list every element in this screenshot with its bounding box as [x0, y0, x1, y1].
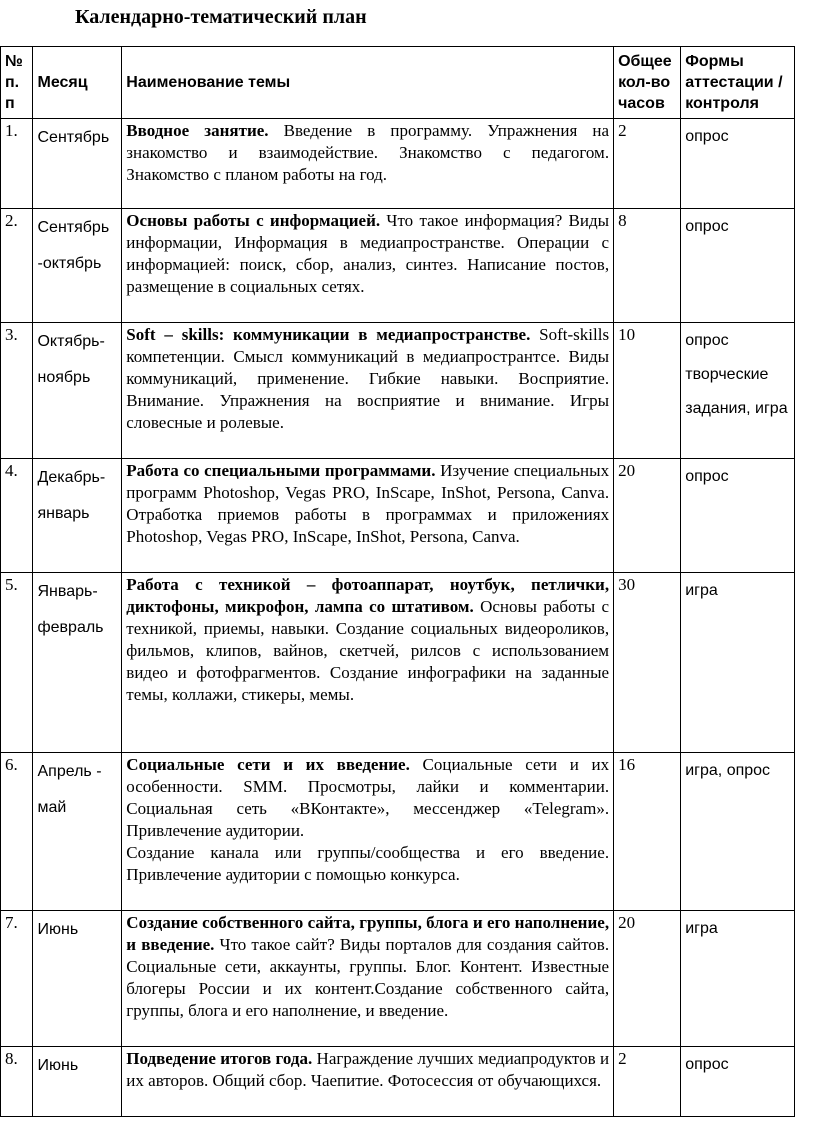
- topic-extra-text: Создание канала или группы/сообщества и его введение. Привлечение аудитории с помощью конкурса.: [126, 843, 610, 884]
- thematic-plan-table: [0, 46, 795, 1117]
- topic-title: Создание собственного сайта, группы, блога и его наполнение, и введение.: [126, 913, 610, 954]
- topic-text: Что такое сайт? Виды порталов для создания сайтов. Социальные сети, аккаунты, группы. Блог. Контент. Известные блогеры России и их контент.Создание собственного сайта, группы, блога и его наполнение, и введение.: [126, 935, 610, 1020]
- header-month: Месяц: [33, 47, 122, 119]
- row-number: 5.: [1, 573, 33, 753]
- row-month: Апрель - май: [33, 753, 122, 911]
- row-month: Сентябрь -октябрь: [33, 209, 122, 323]
- row-forms: игра: [681, 573, 795, 753]
- row-hours: 2: [614, 1047, 681, 1117]
- row-topic: [122, 323, 614, 459]
- table-header-row: [1, 47, 795, 119]
- row-hours: 20: [614, 911, 681, 1047]
- topic-text: Социальные сети и их особенности. SMM. Просмотры, лайки и комментарии. Социальная сеть «ВКонтакте», мессенджер «Telegram». Привлечение аудитории.: [126, 755, 610, 840]
- table-row: [1, 1047, 795, 1117]
- topic-text: Награждение лучших медиапродуктов и их авторов. Общий сбор. Чаепитие. Фотосессия от обучающихся.: [126, 1049, 610, 1090]
- table-row: [1, 753, 795, 911]
- row-hours: 20: [614, 459, 681, 573]
- topic-title: Soft – skills: коммуникации в медиапространстве.: [126, 325, 531, 344]
- row-number: 4.: [1, 459, 33, 573]
- header-forms: Формы аттестации / контроля: [681, 47, 795, 119]
- row-forms: игра, опрос: [681, 753, 795, 911]
- row-month: Октябрь- ноябрь: [33, 323, 122, 459]
- row-number: 6.: [1, 753, 33, 911]
- table-row: [1, 459, 795, 573]
- row-hours: 10: [614, 323, 681, 459]
- row-hours: 2: [614, 119, 681, 209]
- topic-text: Что такое информация? Виды информации, Информация в медиапространстве. Операции с информацией: поиск, сбор, анализ, синтез. Написание постов, размещение в социальных сетях.: [126, 211, 610, 296]
- row-topic: [122, 1047, 614, 1117]
- topic-text: Изучение специальных программ Photoshop, Vegas PRO, InScape, InShot, Persona, Canva. Отработка приемов работы в программах и приложениях Photoshop, Vegas PRO, InScape, InShot, Persona, Canva.: [126, 461, 610, 546]
- topic-text: Основы работы с техникой, приемы, навыки. Создание социальных видеороликов, фильмов, клипов, вайнов, скетчей, рилсов с использованием видео и фотофрагментов. Создание инфографики на заданные темы, коллажи, стикеры, мемы.: [126, 597, 610, 704]
- topic-title: Подведение итогов года.: [126, 1049, 313, 1068]
- topic-title: Работа со специальными программами.: [126, 461, 436, 480]
- row-month: Декабрь- январь: [33, 459, 122, 573]
- row-hours: 30: [614, 573, 681, 753]
- row-month: Июнь: [33, 1047, 122, 1117]
- row-number: 2.: [1, 209, 33, 323]
- row-forms: опрос: [681, 459, 795, 573]
- row-number: 1.: [1, 119, 33, 209]
- row-forms: опрос: [681, 209, 795, 323]
- table-row: [1, 911, 795, 1047]
- row-month: Январь- февраль: [33, 573, 122, 753]
- page-title: Календарно-тематический план: [75, 6, 367, 28]
- header-hours: Общее кол-во часов: [614, 47, 681, 119]
- row-forms: опрос: [681, 119, 795, 209]
- row-forms: опрос творческие задания, игра: [681, 323, 795, 459]
- row-month: Июнь: [33, 911, 122, 1047]
- table-row: [1, 119, 795, 209]
- row-topic: [122, 573, 614, 753]
- row-topic: [122, 911, 614, 1047]
- topic-title: Основы работы с информацией.: [126, 211, 381, 230]
- topic-text: Soft-skills компетенции. Смысл коммуникаций в медиапространтсе. Виды коммуникаций, применение. Гибкие навыки. Восприятие. Внимание. Упражнения на восприятие и внимание. Игры словесные и ролевые.: [126, 325, 610, 432]
- topic-title: Вводное занятие.: [126, 121, 269, 140]
- row-hours: 8: [614, 209, 681, 323]
- table-row: [1, 209, 795, 323]
- row-month: Сентябрь: [33, 119, 122, 209]
- table-row: [1, 323, 795, 459]
- row-forms: опрос: [681, 1047, 795, 1117]
- topic-text: Введение в программу. Упражнения на знакомство и взаимодействие. Знакомство с педагогом. Знакомство с планом работы на год.: [126, 121, 610, 184]
- row-topic: [122, 459, 614, 573]
- header-number: № п. п: [1, 47, 33, 119]
- topic-title: Работа с техникой – фотоаппарат, ноутбук, петлички, диктофоны, микрофон, лампа со штативом.: [126, 575, 610, 616]
- row-hours: 16: [614, 753, 681, 911]
- row-topic: [122, 119, 614, 209]
- row-topic: [122, 753, 614, 911]
- header-topic: Наименование темы: [122, 47, 614, 119]
- row-number: 8.: [1, 1047, 33, 1117]
- topic-title: Социальные сети и их введение.: [126, 755, 410, 774]
- row-number: 3.: [1, 323, 33, 459]
- row-number: 7.: [1, 911, 33, 1047]
- row-topic: [122, 209, 614, 323]
- row-forms: игра: [681, 911, 795, 1047]
- table-row: [1, 573, 795, 753]
